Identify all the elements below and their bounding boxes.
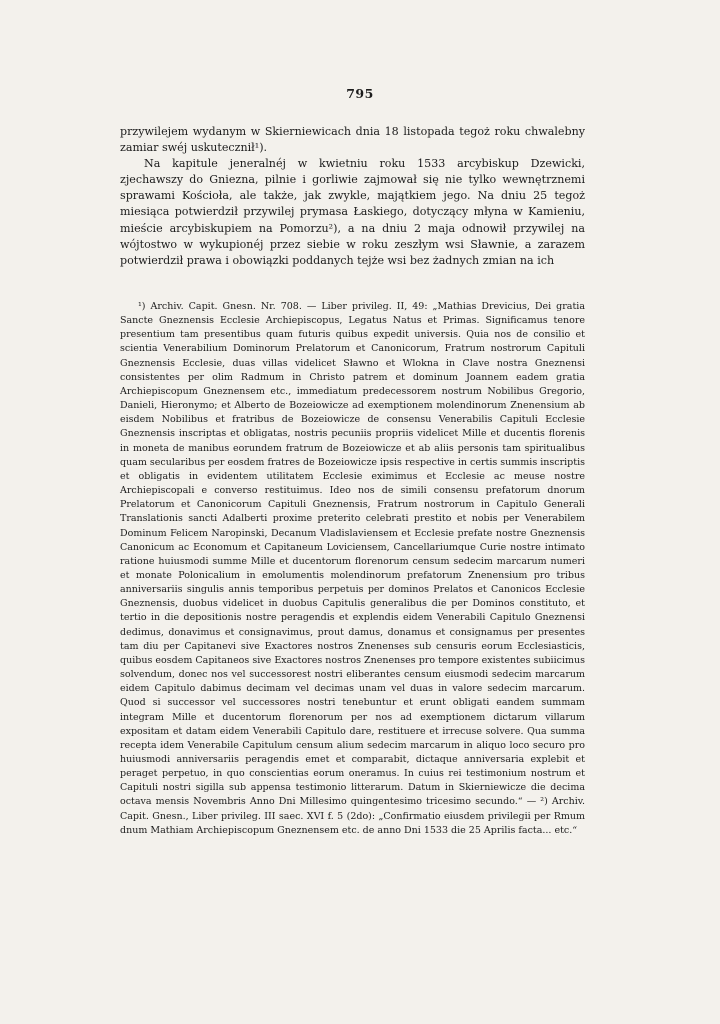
footnote-marker: ¹) — [138, 301, 146, 312]
page-number: 795 — [346, 86, 374, 101]
main-text — [120, 124, 585, 269]
footnote-text: Archiv. Capit. Gnesn. Nr. 708. — Liber privileg. II, 49: „Mathias Drevicius, Dei gratia Sancte Gneznensis Ecclesie Archiepiscopus, Legatus Natus et Primas. Significamus tenore presentium tam presentibus quam futuris quibus expedit universis. Quia nos de consilio et scientia Venerabilium Dominorum Prelatorum et Canonicorum, Fratrum nostrorum Capituli Gneznensis Ecclesie, duas villas videlicet Sławno et Wlokna in Clave nostra Gneznensi consistentes per olim Radmum in Christo patrem et dominum Joannem eadem gratia Archiepiscopum Gneznensem etc., immediatum predecessorem nostrum Nobilibus Gregorio, Danieli, Hieronymo; et Alberto de Bozeiowicze ad exemptionem molendinorum Znenensium ab eisdem Nobilibus et fratribus de Bozeiowicze de consensu Venerabilis Capituli Ecclesie Gneznensis inscriptas et obligatas, nostris pecuniis propriis videlicet Mille et ducentis florenis in moneta de manibus eorundem fratrum de Bozeiowicze et ab aliis personis tam spiritualibus quam secularibus per eosdem fratres de Bozeiowicze ipsis respective in certis summis inscriptis et obligatis in evidentem utilitatem Ecclesie eximimus et Ecclesie ac meuse nostre Archiepiscopali e converso restituimus. Ideo nos de simili consensu prefatorum dnorum Prelatorum et Canonicorum Capituli Gneznensis, Fratrum nostrorum in Capitulo Generali Translationis sancti Adalberti proxime preterito celebrati prestito et nobis per Venerabilem Dominum Felicem Naropinski, Decanum Vladislaviensem et Ecclesie prefate nostre Gneznensis Canonicum ac Economum et Capitaneum Loviciensem, Cancellariumque Curie nostre intimato ratione huiusmodi summe Mille et ducentorum florenorum censum sedecim marcarum numeri et monate Polonicalium in emolumentis molendinorum prefatorum Znenensium pro tribus anniversariis singulis annis temporibus perpetuis per dominos Prelatos et Canonicos Ecclesie Gneznensis, duobus videlicet in duobus Capitulis generalibus die per Dominos constituto, et tertio in die depositionis nostre peragendis et explendis eidem Venerabili Capitulo Gneznensi dedimus, donavimus et consignavimus, prout damus, donamus et consignamus per presentes tam diu per Capitanevi sive Exactores nostros Znenenses sub censuris eorum Ecclesiasticis, quibus eosdem Capitaneos sive Exactores nostros Znenenses pro tempore existentes subiicimus solvendum, donec nos vel successorest nostri eliberantes censum eiusmodi sedecim marcarum eidem Capitulo dabimus decimam vel decimas unam vel duas in valore sedecim marcarum. Quod si successor vel successores nostri tenebuntur et erunt obligati eandem summam integram Mille et ducentorum florenorum per nos ad exemptionem dictarum villarum expositam et datam eidem Venerabili Capitulo dare, restituere et irrecuse solvere. Qua summa recepta idem Venerabile Capitulum censum alium sedecim marcarum in aliquo loco securo pro huiusmodi anniversariis peragendis emet et comparabit, dictaque anniversaria explebit et peraget perpetuo, in quo conscientias eorum oneramus. In cuius rei testimonium nostrum et Capituli nostri sigilla sub appensa testimonio litterarum. Datum in Skierniewicze die decima octava mensis Novembris Anno Dni Millesimo quingentesimo tricesimo secundo.“ — ²) Archiv. Capit. Gnesn., Liber privileg. III saec. XVI f. 5 (2do): „Confirmatio eiusdem privilegii per Rmum dnum Mathiam Archiepiscopum Gneznensem etc. de anno Dni 1533 die 25 Aprilis facta... etc.“ — [120, 301, 585, 836]
main-paragraph-2: Na kapitule jeneralnéj w kwietniu roku 1533 arcybiskup Dzewicki, zjechawszy do Gniezna, pilnie i gorliwie zajmował się nie tylko wewnętrznemi sprawami Kościoła, ale także, jak zwykle, majątkiem jego. Na dniu 25 tegoż miesiąca potwierdził przywilej prymasa Łaskiego, dotyczący młyna w Kamieniu, mieście arcybiskupiem na Pomorzu²), a na dniu 2 maja odnowił przywilej na wójtostwo w wykupionéj przez siebie w roku zeszłym wsi Sławnie, a zarazem potwierdził prawa i obowiązki poddanych tejże wsi bez żadnych zmian na ich — [120, 157, 585, 267]
footnote-paragraph — [120, 300, 585, 838]
footnote-block — [120, 300, 585, 838]
main-paragraph-1: przywilejem wydanym w Skierniewicach dnia 18 listopada tegoż roku chwalebny zamiar swéj uskutecznił¹). — [120, 125, 585, 155]
